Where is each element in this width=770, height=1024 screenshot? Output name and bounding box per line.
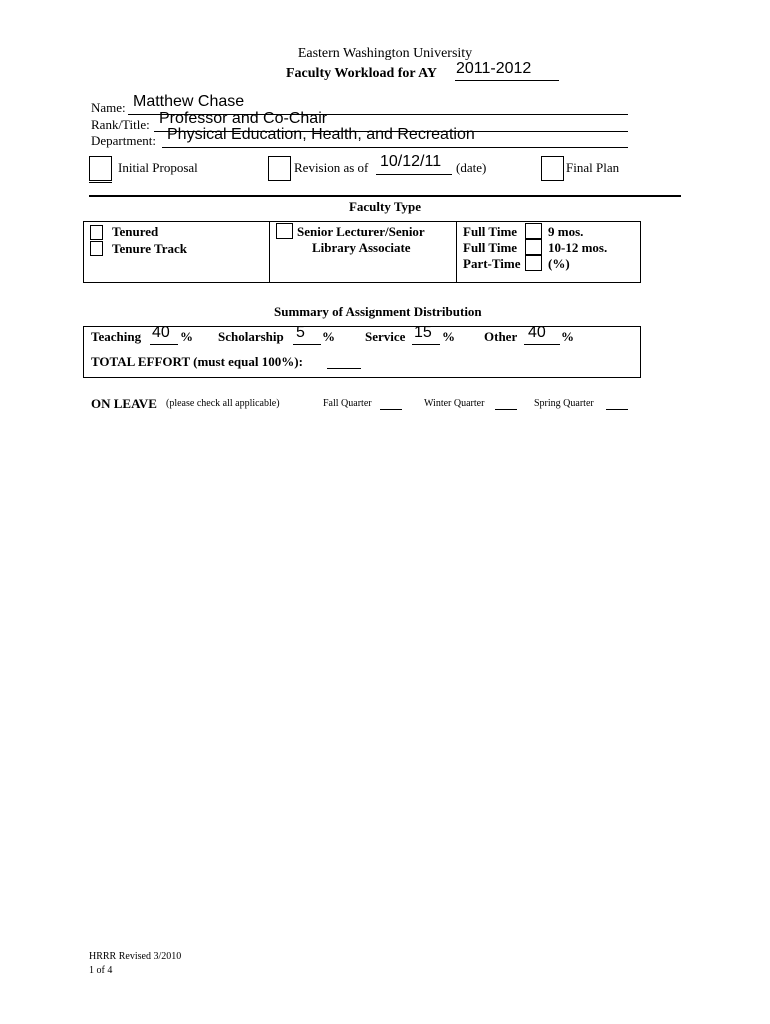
department-field[interactable]: Physical Education, Health, and Recreation bbox=[167, 126, 475, 143]
status-underline bbox=[89, 182, 112, 183]
teaching-value[interactable]: 40 bbox=[152, 324, 170, 341]
other-value[interactable]: 40 bbox=[528, 324, 546, 341]
rank-label: Rank/Title: bbox=[91, 117, 150, 132]
revision-label: Revision as of bbox=[294, 160, 369, 175]
total-effort-line[interactable] bbox=[327, 368, 361, 369]
spring-quarter-label: Spring Quarter bbox=[534, 398, 594, 409]
revision-footer: HRRR Revised 3/2010 bbox=[89, 951, 182, 962]
tenured-checkbox[interactable] bbox=[90, 225, 103, 240]
other-label: Other bbox=[484, 329, 518, 344]
part-time-percent-label: (%) bbox=[548, 256, 570, 271]
service-label: Service bbox=[365, 329, 406, 344]
section-divider bbox=[89, 195, 681, 197]
tenured-label: Tenured bbox=[112, 224, 159, 239]
teaching-label: Teaching bbox=[91, 329, 142, 344]
revision-date-field[interactable]: 10/12/11 bbox=[380, 153, 442, 170]
department-line bbox=[162, 147, 628, 148]
full-time-9-label: Full Time bbox=[463, 224, 518, 239]
academic-year-field[interactable]: 2011-2012 bbox=[456, 60, 532, 77]
revision-checkbox[interactable] bbox=[268, 156, 291, 181]
full-time-9-checkbox[interactable] bbox=[525, 223, 542, 239]
name-label: Name: bbox=[91, 100, 126, 115]
academic-year-line bbox=[455, 80, 559, 81]
senior-lecturer-checkbox[interactable] bbox=[276, 223, 293, 239]
fall-quarter-label: Fall Quarter bbox=[323, 398, 372, 409]
tenure-track-checkbox[interactable] bbox=[90, 241, 103, 256]
part-time-label: Part-Time bbox=[463, 256, 521, 271]
total-effort-label: TOTAL EFFORT (must equal 100%): bbox=[91, 354, 303, 369]
final-plan-label: Final Plan bbox=[566, 160, 620, 175]
winter-quarter-line[interactable] bbox=[495, 409, 517, 410]
on-leave-note: (please check all applicable) bbox=[166, 398, 280, 409]
other-line bbox=[524, 344, 560, 345]
page-number: 1 of 4 bbox=[89, 965, 113, 976]
on-leave-label: ON LEAVE bbox=[91, 396, 157, 411]
winter-quarter-label: Winter Quarter bbox=[424, 398, 485, 409]
service-value[interactable]: 15 bbox=[414, 324, 432, 341]
ten-twelve-months-label: 10-12 mos. bbox=[548, 240, 608, 255]
faculty-type-divider-1 bbox=[269, 221, 270, 283]
date-label: (date) bbox=[456, 160, 487, 175]
nine-months-label: 9 mos. bbox=[548, 224, 584, 239]
summary-heading: Summary of Assignment Distribution bbox=[274, 304, 482, 319]
tenure-track-label: Tenure Track bbox=[112, 241, 188, 256]
department-label: Department: bbox=[91, 133, 156, 148]
initial-proposal-checkbox[interactable] bbox=[89, 156, 112, 181]
scholarship-percent: % bbox=[322, 329, 335, 344]
initial-proposal-label: Initial Proposal bbox=[118, 160, 198, 175]
university-name: Eastern Washington University bbox=[297, 46, 473, 61]
name-field[interactable]: Matthew Chase bbox=[133, 93, 245, 110]
revision-date-line bbox=[376, 174, 452, 175]
faculty-type-heading: Faculty Type bbox=[348, 199, 422, 214]
service-line bbox=[412, 344, 440, 345]
full-time-12-checkbox[interactable] bbox=[525, 239, 542, 255]
library-associate-label: Library Associate bbox=[312, 240, 411, 255]
part-time-checkbox[interactable] bbox=[525, 255, 542, 271]
scholarship-label: Scholarship bbox=[218, 329, 284, 344]
senior-lecturer-label: Senior Lecturer/Senior bbox=[297, 224, 425, 239]
spring-quarter-line[interactable] bbox=[606, 409, 628, 410]
teaching-line bbox=[150, 344, 178, 345]
rank-field[interactable]: Professor and Co-Chair bbox=[159, 110, 328, 127]
service-percent: % bbox=[442, 329, 455, 344]
full-time-12-label: Full Time bbox=[463, 240, 518, 255]
teaching-percent: % bbox=[180, 329, 193, 344]
fall-quarter-line[interactable] bbox=[380, 409, 402, 410]
form-title: Faculty Workload for AY bbox=[286, 66, 438, 81]
scholarship-line bbox=[293, 344, 321, 345]
faculty-type-divider-2 bbox=[456, 221, 457, 283]
scholarship-value[interactable]: 5 bbox=[296, 324, 305, 341]
final-plan-checkbox[interactable] bbox=[541, 156, 564, 181]
other-percent: % bbox=[561, 329, 574, 344]
